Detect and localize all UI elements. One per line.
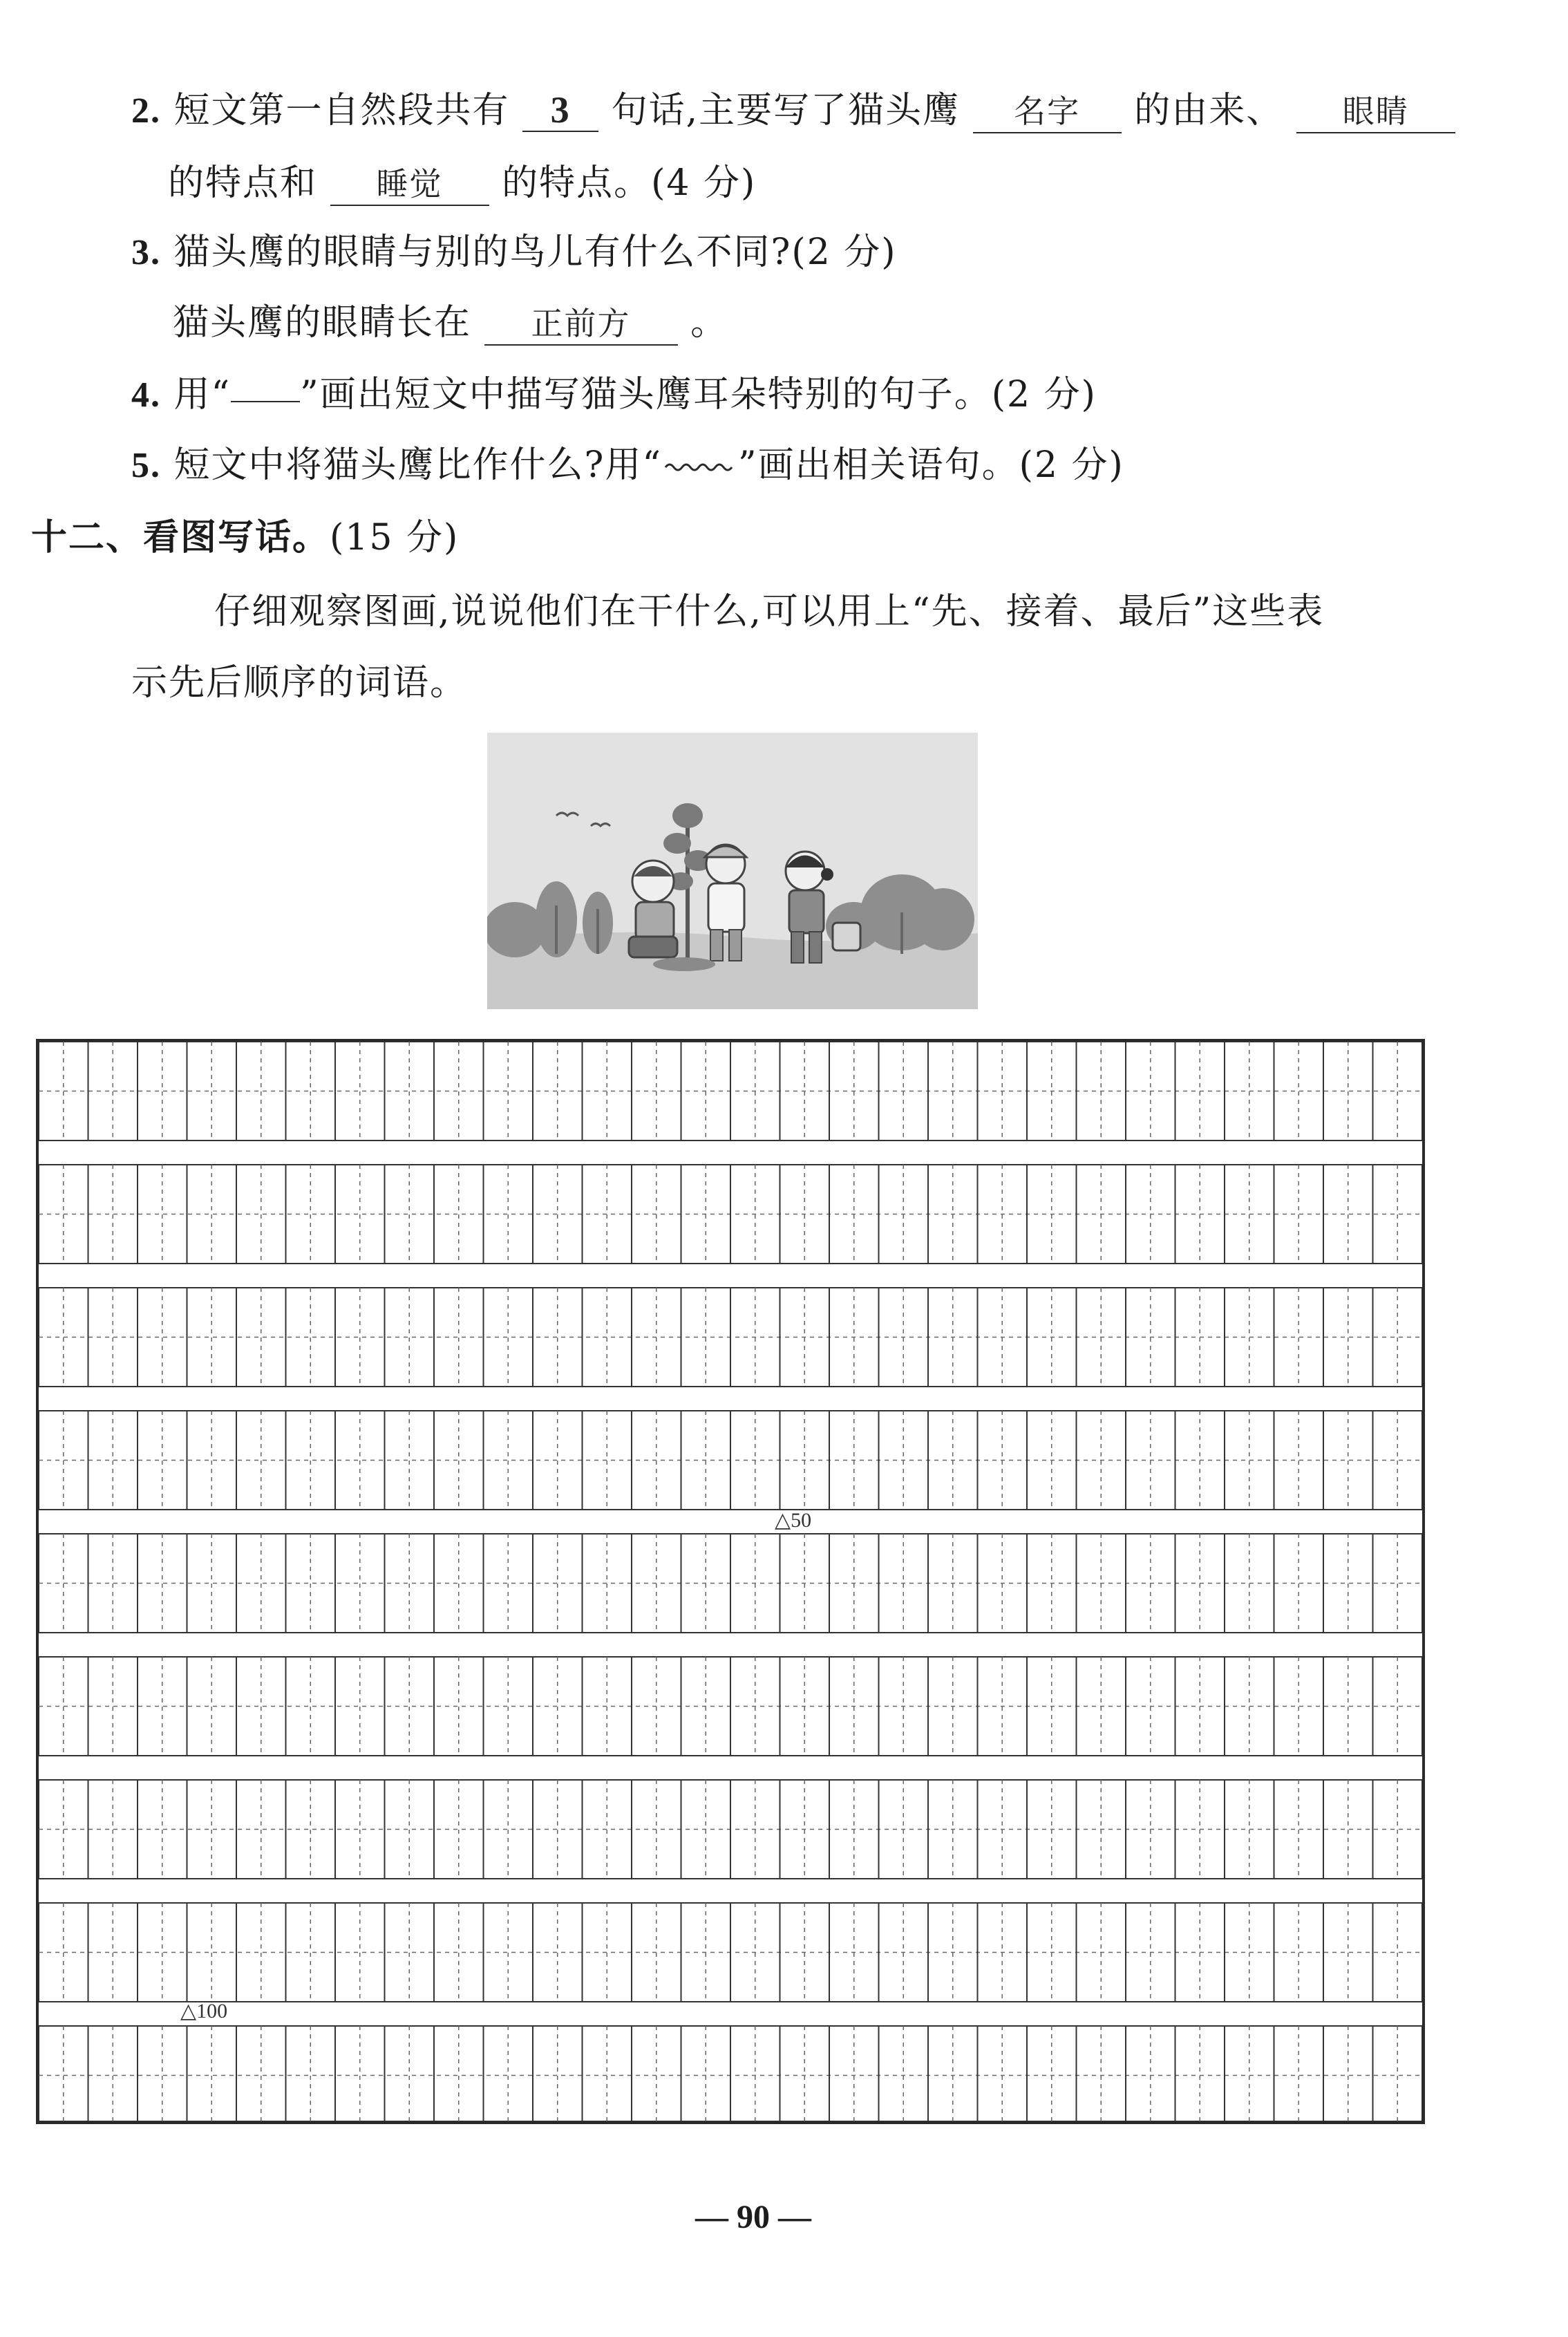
- grid-marker-100: △100: [180, 2000, 228, 2022]
- question-text: 。: [690, 302, 728, 344]
- answer-blank[interactable]: 正前方: [484, 303, 678, 346]
- question-text: 句话,主要写了猫头鹰: [611, 90, 961, 131]
- section-12-heading: [31, 514, 459, 562]
- illustration-svg: [487, 733, 978, 1009]
- question-2-line-1: [131, 86, 1455, 135]
- question-text: 的特点。(4 分): [502, 162, 757, 204]
- question-text: 的特点和: [168, 162, 318, 204]
- section-12-prompt-1: [214, 588, 1324, 636]
- prompt-text: 仔细观察图画,说说他们在干什么,可以用上“先、接着、最后”这些表: [214, 591, 1325, 632]
- question-5-line: [131, 441, 1124, 490]
- answer-blank[interactable]: 名字: [973, 91, 1122, 133]
- question-number: 3.: [131, 233, 161, 272]
- tree-planting-illustration: [487, 733, 978, 1009]
- section-12-prompt-2: [131, 659, 467, 707]
- answer-blank[interactable]: 眼睛: [1296, 91, 1455, 133]
- question-number: 2.: [131, 91, 161, 131]
- question-number: 4.: [131, 375, 161, 415]
- section-score: (15 分): [330, 517, 460, 559]
- question-3-line-1: [131, 228, 897, 277]
- answer-blank[interactable]: 睡觉: [330, 163, 489, 206]
- wavy-line-sample: [662, 447, 738, 474]
- prompt-text: 示先后顺序的词语。: [131, 662, 468, 704]
- question-text: 猫头鹰的眼睛长在: [173, 302, 472, 344]
- question-text: 用“: [173, 374, 232, 415]
- straight-line-sample: [231, 373, 300, 402]
- writing-grid[interactable]: [36, 1039, 1425, 2124]
- question-number: 5.: [131, 446, 161, 485]
- question-text: ”画出相关语句。(2 分): [738, 444, 1124, 486]
- question-text: ”画出短文中描写猫头鹰耳朵特别的句子。(2 分): [300, 374, 1097, 415]
- section-title: 十二、看图写话。: [31, 516, 330, 559]
- question-4-line: [131, 370, 1097, 420]
- question-text: 短文中将猫头鹰比作什么?用“: [173, 444, 662, 486]
- question-3-line-2: [173, 299, 728, 347]
- answer-blank[interactable]: 3: [522, 89, 598, 132]
- question-text: 的由来、: [1134, 90, 1284, 131]
- grid-marker-50: △50: [775, 1509, 812, 1532]
- question-text: 短文第一自然段共有: [173, 90, 510, 131]
- page-number: — 90 —: [695, 2199, 811, 2235]
- writing-grid-lines: [39, 1042, 1422, 2121]
- question-text: 猫头鹰的眼睛与别的鸟儿有什么不同?(2 分): [173, 232, 897, 273]
- question-2-line-2: [168, 159, 756, 207]
